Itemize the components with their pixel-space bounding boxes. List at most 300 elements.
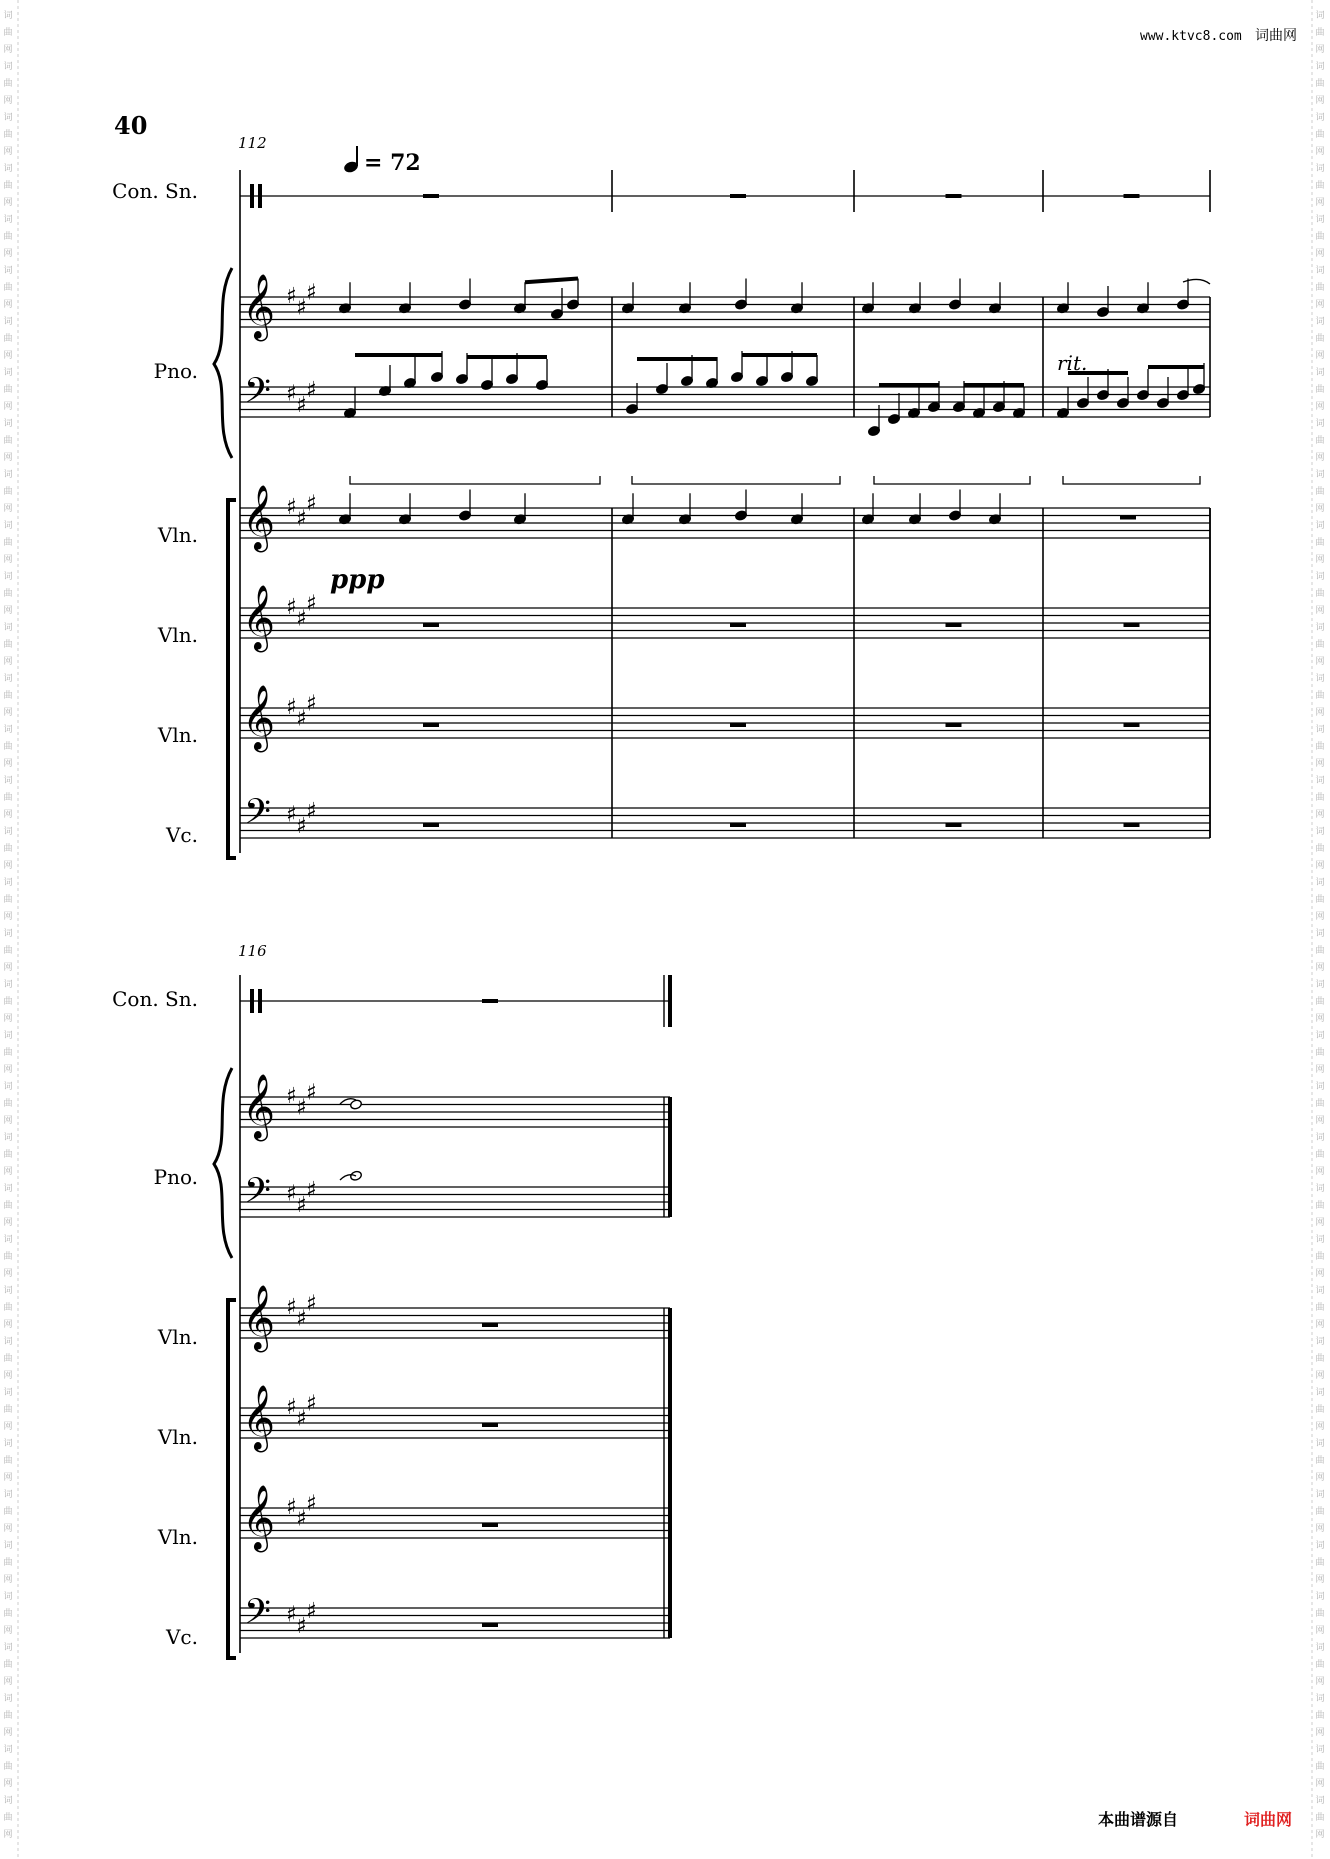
whole-rest-icon — [1124, 823, 1140, 827]
watermark-glyph: 词 — [1315, 674, 1325, 684]
watermark-glyph: 网 — [3, 1728, 13, 1738]
watermark-glyph: 网 — [1315, 657, 1325, 667]
sharp-icon: ♯ — [306, 691, 317, 717]
watermark-glyph: 曲 — [1315, 1150, 1325, 1160]
watermark-glyph: 曲 — [3, 385, 13, 395]
watermark-glyph: 词 — [1315, 215, 1325, 225]
whole-rest-icon — [946, 194, 962, 198]
sharp-icon: ♯ — [286, 1495, 297, 1520]
watermark-glyph: 曲 — [3, 640, 13, 650]
watermark-glyph: 网 — [1315, 1320, 1325, 1330]
watermark-glyph: 网 — [1315, 708, 1325, 718]
watermark-glyph: 曲 — [1315, 283, 1325, 293]
whole-rest-icon — [423, 723, 439, 727]
bracket-line — [350, 476, 600, 484]
watermark-glyph: 曲 — [1315, 691, 1325, 701]
strings-bracket — [228, 500, 236, 858]
staff-v2 — [240, 608, 1210, 638]
sharp-icon: ♯ — [286, 284, 297, 309]
sharp-icon: ♯ — [286, 1295, 297, 1320]
watermark-glyph: 曲 — [3, 1405, 13, 1415]
watermark-glyph: 网 — [1315, 861, 1325, 871]
whole-rest-icon — [730, 623, 746, 627]
bracket-line — [1063, 476, 1200, 484]
sharp-icon: ♯ — [306, 491, 317, 517]
watermark-glyph: 网 — [3, 606, 13, 616]
staff-v3 — [240, 708, 1210, 738]
watermark-glyph: 曲 — [1315, 1660, 1325, 1670]
watermark-glyph: 曲 — [3, 1252, 13, 1262]
watermark-glyph: 网 — [3, 1830, 13, 1840]
whole-rest-icon — [1120, 516, 1136, 520]
watermark-glyph: 曲 — [3, 1456, 13, 1466]
sharp-icon: ♯ — [306, 377, 317, 403]
percussion-clef-icon — [250, 184, 254, 208]
watermark-glyph: 词 — [3, 368, 13, 378]
watermark-glyph: 词 — [1315, 368, 1325, 378]
whole-rest-icon — [423, 823, 439, 827]
watermark-glyph: 词 — [3, 1133, 13, 1143]
watermark-glyph: 曲 — [3, 691, 13, 701]
sharp-icon: ♯ — [296, 813, 307, 839]
staff-v1 — [240, 508, 1210, 538]
watermark-glyph: 曲 — [1315, 1609, 1325, 1619]
watermark-glyph: 曲 — [3, 1303, 13, 1313]
whole-rest-icon — [730, 823, 746, 827]
sharp-icon: ♯ — [306, 1391, 317, 1417]
watermark-glyph: 曲 — [1315, 1813, 1325, 1823]
sharp-icon: ♯ — [296, 706, 307, 732]
instrument-label-violin-3: Vln. — [157, 723, 198, 747]
watermark-glyph: 网 — [1315, 606, 1325, 616]
whole-rest-icon — [482, 1623, 498, 1627]
piano-brace — [214, 268, 232, 458]
watermark-glyph: 曲 — [3, 793, 13, 803]
watermark-glyph: 曲 — [1315, 844, 1325, 854]
watermark-glyph: 曲 — [3, 181, 13, 191]
sharp-icon: ♯ — [306, 1080, 317, 1106]
watermark-glyph: 词 — [3, 266, 13, 276]
sharp-icon: ♯ — [296, 1613, 307, 1639]
watermark-glyph: 词 — [3, 1235, 13, 1245]
watermark-glyph: 曲 — [1315, 1048, 1325, 1058]
watermark-glyph: 词 — [3, 1388, 13, 1398]
watermark-glyph: 网 — [3, 555, 13, 565]
watermark-glyph: 曲 — [1315, 1558, 1325, 1568]
watermark-glyph: 网 — [1315, 249, 1325, 259]
watermark-glyph: 曲 — [1315, 1711, 1325, 1721]
watermark-glyph: 词 — [1315, 1745, 1325, 1755]
whole-rest-icon — [482, 1323, 498, 1327]
whole-rest-icon — [946, 623, 962, 627]
watermark-glyph: 曲 — [3, 28, 13, 38]
watermark-glyph: 网 — [3, 963, 13, 973]
whole-rest-icon — [1124, 723, 1140, 727]
watermark-glyph: 曲 — [3, 1150, 13, 1160]
instrument-label-violin-1-2: Vln. — [157, 1325, 198, 1349]
watermark-glyph: 曲 — [3, 232, 13, 242]
watermark-glyph: 曲 — [3, 946, 13, 956]
watermark-glyph: 网 — [3, 708, 13, 718]
watermark-glyph: 曲 — [3, 487, 13, 497]
bracket-line — [632, 476, 840, 484]
watermark-glyph: 网 — [3, 147, 13, 157]
watermark-glyph: 曲 — [1315, 538, 1325, 548]
watermark-glyph: 词 — [1315, 113, 1325, 123]
sharp-icon: ♯ — [286, 1395, 297, 1420]
treble-clef-icon: 𝄞 — [242, 685, 276, 750]
watermark-glyph: 词 — [3, 929, 13, 939]
page-number: 40 — [114, 111, 148, 140]
watermark-glyph: 网 — [1315, 96, 1325, 106]
tie — [1183, 279, 1210, 284]
sharp-icon: ♯ — [296, 1306, 307, 1332]
whole-rest-icon — [730, 194, 746, 198]
watermark-glyph: 网 — [3, 1575, 13, 1585]
watermark-glyph: 网 — [3, 912, 13, 922]
watermark-glyph: 词 — [3, 1490, 13, 1500]
sharp-icon: ♯ — [296, 1095, 307, 1121]
watermark-glyph: 曲 — [3, 334, 13, 344]
piano-brace-2 — [214, 1068, 232, 1258]
whole-rest-icon — [946, 823, 962, 827]
watermark-glyph: 曲 — [1315, 946, 1325, 956]
treble-clef-icon: 𝄞 — [242, 585, 276, 650]
sharp-icon: ♯ — [296, 606, 307, 632]
watermark-glyph: 词 — [3, 1694, 13, 1704]
music-notation — [214, 170, 1210, 1658]
site-name: 词曲网 — [1255, 28, 1297, 44]
watermark-glyph: 词 — [3, 419, 13, 429]
watermark-glyph: 曲 — [3, 1099, 13, 1109]
tempo-value: = 72 — [364, 150, 421, 176]
sharp-icon: ♯ — [286, 1602, 297, 1628]
watermark-glyph: 网 — [1315, 1218, 1325, 1228]
sharp-icon: ♯ — [306, 1291, 317, 1317]
watermark-glyph: 曲 — [1315, 1405, 1325, 1415]
watermark-glyph: 曲 — [3, 130, 13, 140]
watermark-glyph: 网 — [1315, 198, 1325, 208]
watermark-glyph: 词 — [1315, 11, 1325, 21]
watermark-glyph: 词 — [3, 1592, 13, 1602]
watermark-glyph: 曲 — [1315, 997, 1325, 1007]
watermark-glyph: 词 — [3, 1745, 13, 1755]
tuplet-bracket — [1063, 476, 1200, 484]
sharp-icon: ♯ — [306, 1491, 317, 1517]
instrument-label-cello: Vc. — [165, 823, 198, 847]
watermark-glyph: 词 — [1315, 164, 1325, 174]
watermark-glyph: 曲 — [1315, 1456, 1325, 1466]
watermark-glyph: 网 — [3, 1626, 13, 1636]
watermark-glyph: 网 — [1315, 1269, 1325, 1279]
watermark-glyph: 曲 — [1315, 1201, 1325, 1211]
sharp-icon: ♯ — [286, 1181, 297, 1207]
watermark-glyph: 网 — [3, 1065, 13, 1075]
watermark-glyph: 网 — [3, 657, 13, 667]
instrument-label-violin-2: Vln. — [157, 623, 198, 647]
watermark-glyph: 网 — [3, 300, 13, 310]
watermark-glyph: 网 — [3, 45, 13, 55]
watermark-glyph: 网 — [3, 1473, 13, 1483]
watermark-glyph: 网 — [3, 759, 13, 769]
watermark-glyph: 曲 — [1315, 28, 1325, 38]
watermark-glyph: 曲 — [1315, 793, 1325, 803]
watermark-glyph: 网 — [3, 810, 13, 820]
sharp-icon: ♯ — [296, 1406, 307, 1432]
left-watermark-strip — [3, 9, 12, 1840]
watermark-glyph: 网 — [1315, 810, 1325, 820]
sharp-icon: ♯ — [286, 1084, 297, 1109]
bass-clef-icon: 𝄢 — [244, 1170, 272, 1219]
watermark-glyph: 曲 — [3, 1507, 13, 1517]
treble-clef-icon: 𝄞 — [242, 1285, 276, 1350]
watermark-glyph: 词 — [1315, 419, 1325, 429]
watermark-glyph: 曲 — [1315, 181, 1325, 191]
watermark-glyph: 曲 — [3, 1201, 13, 1211]
watermark-glyph: 网 — [1315, 759, 1325, 769]
sharp-icon: ♯ — [306, 591, 317, 617]
dynamic-marking: ppp — [330, 565, 385, 595]
watermark-glyph: 词 — [3, 1541, 13, 1551]
watermark-glyph: 词 — [1315, 62, 1325, 72]
watermark-glyph: 曲 — [3, 538, 13, 548]
whole-rest-icon — [482, 999, 498, 1003]
watermark-glyph: 词 — [1315, 827, 1325, 837]
watermark-glyph: 词 — [1315, 725, 1325, 735]
watermark-glyph: 网 — [1315, 912, 1325, 922]
watermark-glyph: 曲 — [3, 589, 13, 599]
watermark-glyph: 网 — [1315, 1728, 1325, 1738]
watermark-glyph: 网 — [3, 1779, 13, 1789]
watermark-glyph: 词 — [1315, 266, 1325, 276]
watermark-glyph: 词 — [3, 1184, 13, 1194]
watermark-glyph: 网 — [3, 1320, 13, 1330]
instrument-label-cello-2: Vc. — [165, 1625, 198, 1649]
watermark-glyph: 网 — [3, 1677, 13, 1687]
watermark-glyph: 曲 — [1315, 589, 1325, 599]
watermark-glyph: 网 — [1315, 1065, 1325, 1075]
watermark-glyph: 网 — [1315, 1371, 1325, 1381]
watermark-glyph: 词 — [3, 572, 13, 582]
percussion-clef-icon — [258, 184, 262, 208]
watermark-glyph: 曲 — [1315, 640, 1325, 650]
watermark-glyph: 词 — [1315, 1184, 1325, 1194]
whole-rest-icon — [1124, 623, 1140, 627]
watermark-glyph: 词 — [1315, 878, 1325, 888]
watermark-glyph: 曲 — [1315, 895, 1325, 905]
watermark-glyph: 词 — [1315, 776, 1325, 786]
watermark-glyph: 网 — [1315, 300, 1325, 310]
treble-clef-icon: 𝄞 — [242, 1074, 276, 1139]
instrument-label-violin-3-2: Vln. — [157, 1525, 198, 1549]
watermark-glyph: 网 — [3, 1422, 13, 1432]
watermark-glyph: 词 — [1315, 1337, 1325, 1347]
whole-rest-icon — [1124, 194, 1140, 198]
watermark-glyph: 词 — [3, 1643, 13, 1653]
watermark-glyph: 词 — [3, 470, 13, 480]
watermark-glyph: 曲 — [1315, 79, 1325, 89]
sharp-icon: ♯ — [286, 595, 297, 620]
watermark-glyph: 词 — [3, 776, 13, 786]
watermark-glyph: 网 — [1315, 351, 1325, 361]
sharp-icon: ♯ — [296, 506, 307, 532]
watermark-glyph: 曲 — [1315, 334, 1325, 344]
watermark-glyph: 词 — [3, 521, 13, 531]
watermark-glyph: 网 — [1315, 1677, 1325, 1687]
sharp-icon: ♯ — [296, 295, 307, 321]
watermark-glyph: 词 — [1315, 1490, 1325, 1500]
sharp-icon: ♯ — [306, 1177, 317, 1203]
watermark-glyph: 曲 — [1315, 1507, 1325, 1517]
bracket-line — [874, 476, 1030, 484]
watermark-glyph: 网 — [3, 1116, 13, 1126]
watermark-glyph: 网 — [1315, 453, 1325, 463]
watermark-glyph: 词 — [1315, 1031, 1325, 1041]
instrument-label-piano: Pno. — [153, 359, 198, 383]
right-watermark-strip — [1315, 9, 1324, 1840]
watermark-glyph: 词 — [3, 1439, 13, 1449]
watermark-glyph: 曲 — [1315, 1762, 1325, 1772]
watermark-glyph: 网 — [3, 96, 13, 106]
whole-rest-icon — [423, 623, 439, 627]
watermark-glyph: 词 — [3, 725, 13, 735]
watermark-glyph: 词 — [3, 1286, 13, 1296]
bass-clef-icon: 𝄢 — [244, 370, 272, 419]
watermark-glyph: 词 — [3, 1031, 13, 1041]
watermark-glyph: 词 — [3, 980, 13, 990]
watermark-glyph: 网 — [3, 249, 13, 259]
watermark-glyph: 网 — [1315, 147, 1325, 157]
whole-rest-icon — [946, 723, 962, 727]
watermark-glyph: 曲 — [3, 79, 13, 89]
watermark-glyph: 网 — [3, 1014, 13, 1024]
tuplet-bracket — [874, 476, 1030, 484]
watermark-glyph: 曲 — [3, 283, 13, 293]
bass-clef-icon: 𝄢 — [244, 791, 272, 840]
watermark-glyph: 网 — [1315, 1167, 1325, 1177]
staff-vc — [240, 808, 1210, 838]
watermark-glyph: 词 — [1315, 1439, 1325, 1449]
watermark-glyph: 词 — [3, 317, 13, 327]
notehead — [350, 1099, 363, 1110]
watermark-glyph: 网 — [1315, 1779, 1325, 1789]
watermark-glyph: 网 — [3, 504, 13, 514]
watermark-glyph: 曲 — [3, 1609, 13, 1619]
instrument-label-snare-2: Con. Sn. — [112, 987, 198, 1011]
watermark-glyph: 网 — [1315, 1014, 1325, 1024]
watermark-glyph: 网 — [1315, 1830, 1325, 1840]
sharp-icon: ♯ — [286, 495, 297, 520]
watermark-glyph: 曲 — [1315, 1252, 1325, 1262]
watermark-glyph: 词 — [3, 62, 13, 72]
watermark-glyph: 网 — [3, 861, 13, 871]
sharp-icon: ♯ — [306, 798, 317, 824]
whole-rest-icon — [482, 1423, 498, 1427]
watermark-glyph: 词 — [3, 623, 13, 633]
watermark-glyph: 网 — [3, 1371, 13, 1381]
treble-clef-icon: 𝄞 — [242, 485, 276, 550]
watermark-glyph: 词 — [3, 878, 13, 888]
watermark-glyph: 曲 — [1315, 232, 1325, 242]
watermark-glyph: 曲 — [1315, 1303, 1325, 1313]
watermark-glyph: 曲 — [3, 844, 13, 854]
watermark-glyph: 曲 — [3, 1813, 13, 1823]
watermark-glyph: 词 — [1315, 980, 1325, 990]
watermark-glyph: 词 — [3, 113, 13, 123]
watermark-glyph: 网 — [3, 1218, 13, 1228]
watermark-glyph: 词 — [1315, 1133, 1325, 1143]
sharp-icon: ♯ — [306, 280, 317, 306]
footer-source-label: 本曲谱源自 — [1098, 1810, 1179, 1829]
sharp-icon: ♯ — [286, 381, 297, 407]
percussion-clef-icon — [250, 989, 254, 1013]
watermark-glyph: 网 — [3, 351, 13, 361]
watermark-glyph: 网 — [1315, 1473, 1325, 1483]
watermark-glyph: 词 — [1315, 1388, 1325, 1398]
watermark-glyph: 词 — [1315, 1541, 1325, 1551]
watermark-glyph: 词 — [1315, 929, 1325, 939]
treble-clef-icon: 𝄞 — [242, 274, 276, 339]
beam — [525, 279, 578, 283]
watermark-glyph: 曲 — [3, 997, 13, 1007]
watermark-glyph: 曲 — [1315, 487, 1325, 497]
watermark-glyph: 曲 — [3, 1711, 13, 1721]
sharp-icon: ♯ — [296, 1506, 307, 1532]
instrument-label-violin-2-2: Vln. — [157, 1425, 198, 1449]
watermark-glyph: 网 — [1315, 402, 1325, 412]
watermark-glyph: 网 — [3, 453, 13, 463]
watermark-glyph: 词 — [1315, 1286, 1325, 1296]
watermark-glyph: 曲 — [3, 436, 13, 446]
bass-clef-icon: 𝄢 — [244, 1591, 272, 1640]
watermark-glyph: 曲 — [3, 895, 13, 905]
watermark-glyph: 词 — [1315, 572, 1325, 582]
watermark-glyph: 曲 — [3, 1048, 13, 1058]
watermark-glyph: 网 — [1315, 1575, 1325, 1585]
watermark-glyph: 词 — [3, 827, 13, 837]
watermark-glyph: 网 — [3, 1524, 13, 1534]
watermark-glyph: 词 — [3, 1337, 13, 1347]
watermark-glyph: 词 — [3, 215, 13, 225]
watermark-glyph: 曲 — [3, 1762, 13, 1772]
watermark-glyph: 网 — [3, 1167, 13, 1177]
watermark-glyph: 曲 — [1315, 436, 1325, 446]
watermark-glyph: 曲 — [3, 742, 13, 752]
measure-number-system-2: 116 — [238, 942, 267, 960]
whole-rest-icon — [482, 1523, 498, 1527]
instrument-label-violin-1: Vln. — [157, 523, 198, 547]
measure-number: 112 — [238, 134, 267, 152]
watermark-glyph: 词 — [1315, 1796, 1325, 1806]
footer-source-site[interactable]: 词曲网 — [1244, 1810, 1293, 1829]
watermark-glyph: 网 — [1315, 1116, 1325, 1126]
percussion-clef-icon — [258, 989, 262, 1013]
whole-rest-icon — [423, 194, 439, 198]
watermark-glyph: 网 — [1315, 1524, 1325, 1534]
site-url[interactable]: www.ktvc8.com — [1140, 29, 1242, 44]
watermark-glyph: 网 — [1315, 1422, 1325, 1432]
instrument-label-piano-2: Pno. — [153, 1165, 198, 1189]
watermark-glyph: 网 — [3, 402, 13, 412]
sharp-icon: ♯ — [286, 802, 297, 828]
tempo-marking — [343, 146, 421, 176]
watermark-glyph: 曲 — [1315, 385, 1325, 395]
whole-rest-icon — [730, 723, 746, 727]
watermark-glyph: 词 — [1315, 623, 1325, 633]
watermark-glyph: 词 — [3, 1796, 13, 1806]
tuplet-bracket — [632, 476, 840, 484]
instrument-label-snare: Con. Sn. — [112, 179, 198, 203]
